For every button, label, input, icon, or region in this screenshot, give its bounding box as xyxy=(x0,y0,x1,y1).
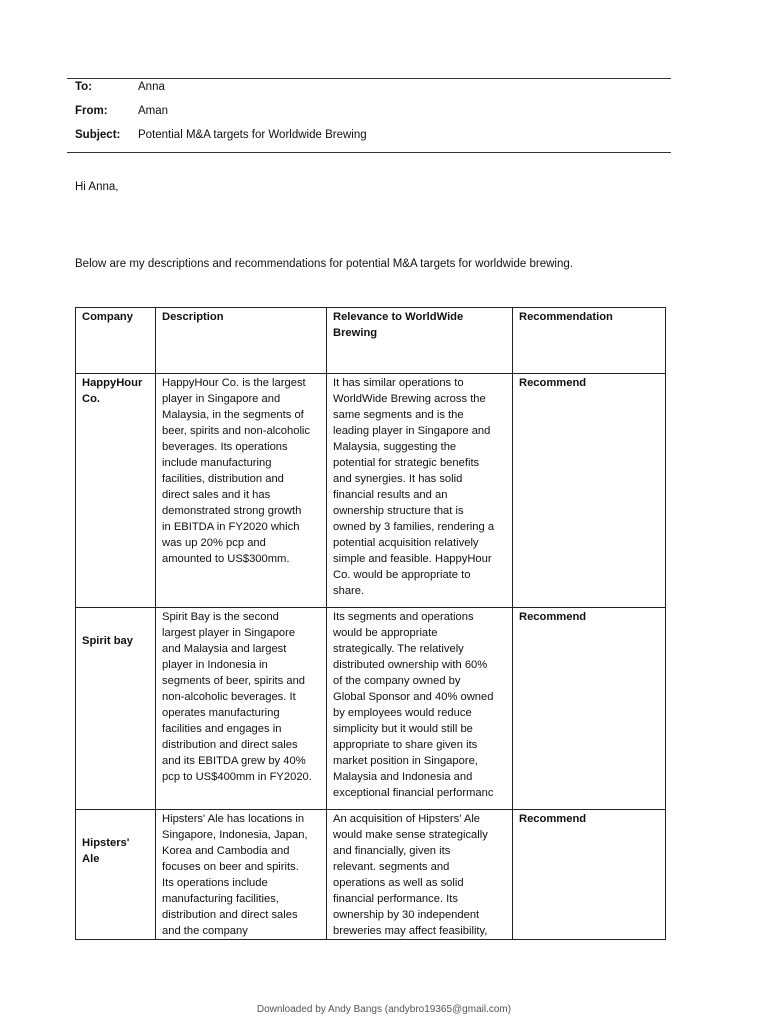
targets-table xyxy=(75,307,666,940)
cell-text-line: and synergies. It has solid xyxy=(333,473,463,485)
cell-text-line: breweries may affect feasibility, xyxy=(333,925,488,937)
cell-text-line: player in Singapore and xyxy=(162,393,281,405)
cell-text-line: Ale xyxy=(82,853,100,865)
cell-text-line: market position in Singapore, xyxy=(333,755,478,767)
company-name xyxy=(76,608,156,810)
cell-text-line: Korea and Cambodia and xyxy=(162,845,290,857)
download-footer: Downloaded by Andy Bangs (andybro19365@gmail.com) xyxy=(256,1004,512,1015)
cell-text-line: simple and feasible. HappyHour xyxy=(333,553,492,565)
header-description xyxy=(156,308,327,374)
cell-text-line: potential for strategic benefits xyxy=(333,457,480,469)
cell-text-line: Description xyxy=(162,311,224,323)
greeting: Hi Anna, xyxy=(75,181,119,193)
cell-text-line: relevant. segments and xyxy=(333,861,450,873)
cell-text-line: largest player in Singapore xyxy=(162,627,296,639)
company-recommendation: Recommend xyxy=(513,810,666,940)
cell-text-line: Its operations include xyxy=(162,877,268,889)
cell-text-line: of the company owned by xyxy=(333,675,461,687)
cell-text-line: owned by 3 families, rendering a xyxy=(333,521,495,533)
cell-text-line: simplicity but it would still be xyxy=(333,723,473,735)
table-row xyxy=(76,810,666,940)
cell-text-line: financial performance. Its xyxy=(333,893,458,905)
cell-text-line: Spirit bay xyxy=(82,635,133,647)
cell-text-line: distributed ownership with 60% xyxy=(333,659,488,671)
company-description xyxy=(156,374,327,608)
cell-text-line: strategically. The relatively xyxy=(333,643,464,655)
cell-text-line: segments of beer, spirits and xyxy=(162,675,306,687)
cell-text-line: pcp to US$400mm in FY2020. xyxy=(162,771,312,783)
company-relevance xyxy=(327,608,513,810)
cell-text-line: exceptional financial performanc xyxy=(333,787,494,799)
cell-text-line: Relevance to WorldWide xyxy=(333,311,464,323)
header-relevance xyxy=(327,308,513,374)
cell-text-line: facilities, distribution and xyxy=(162,473,284,485)
cell-text-line: demonstrated strong growth xyxy=(162,505,302,517)
cell-text-line: direct sales and it has xyxy=(162,489,271,501)
cell-text-line: HappyHour Co. is the largest xyxy=(162,377,306,389)
cell-text-line: Malaysia and Indonesia and xyxy=(333,771,473,783)
cell-text-line: Hipsters' xyxy=(82,837,130,849)
cell-text-line: financial results and an xyxy=(333,489,448,501)
table-row xyxy=(76,608,666,810)
company-name xyxy=(76,374,156,608)
cell-text-line: would make sense strategically xyxy=(333,829,488,841)
subject-label: Subject: xyxy=(75,129,121,141)
company-name xyxy=(76,810,156,940)
cell-text-line: Co. would be appropriate to xyxy=(333,569,471,581)
cell-text-line: distribution and direct sales xyxy=(162,909,298,921)
cell-text-line: Company xyxy=(82,311,133,323)
cell-text-line: focuses on beer and spirits. xyxy=(162,861,299,873)
cell-text-line: and Malaysia and largest xyxy=(162,643,287,655)
header-top-rule xyxy=(67,78,671,79)
cell-text-line: Co. xyxy=(82,393,101,405)
cell-text-line: by employees would reduce xyxy=(333,707,472,719)
cell-text-line: non-alcoholic beverages. It xyxy=(162,691,296,703)
cell-text-line: Brewing xyxy=(333,327,378,339)
cell-text-line: distribution and direct sales xyxy=(162,739,298,751)
cell-text-line: An acquisition of Hipsters' Ale xyxy=(333,813,481,825)
subject-value: Potential M&A targets for Worldwide Brewing xyxy=(138,129,367,141)
cell-text-line: ownership structure that is xyxy=(333,505,464,517)
cell-text-line: Hipsters' Ale has locations in xyxy=(162,813,305,825)
cell-text-line: facilities and engages in xyxy=(162,723,282,735)
cell-text-line: operations as well as solid xyxy=(333,877,464,889)
cell-text-line: would be appropriate xyxy=(333,627,438,639)
table-row xyxy=(76,374,666,608)
cell-text-line: beverages. Its operations xyxy=(162,441,288,453)
company-description xyxy=(156,810,327,940)
cell-text-line: in EBITDA in FY2020 which xyxy=(162,521,300,533)
cell-text-line: appropriate to share given its xyxy=(333,739,478,751)
cell-text-line: manufacturing facilities, xyxy=(162,893,279,905)
cell-text-line: operates manufacturing xyxy=(162,707,280,719)
cell-text-line: Malaysia, in the segments of xyxy=(162,409,304,421)
company-description xyxy=(156,608,327,810)
cell-text-line: share. xyxy=(333,585,365,597)
cell-text-line: and the company xyxy=(162,925,248,937)
header-company xyxy=(76,308,156,374)
company-relevance xyxy=(327,810,513,940)
cell-text-line: Malaysia, suggesting the xyxy=(333,441,457,453)
to-label: To: xyxy=(75,81,93,93)
cell-text-line: ownership by 30 independent xyxy=(333,909,480,921)
header-recommendation xyxy=(513,308,666,374)
cell-text-line: potential acquisition relatively xyxy=(333,537,479,549)
cell-text-line: leading player in Singapore and xyxy=(333,425,491,437)
cell-text-line: was up 20% pcp and xyxy=(162,537,266,549)
cell-text-line: It has similar operations to xyxy=(333,377,464,389)
cell-text-line: and its EBITDA grew by 40% xyxy=(162,755,306,767)
cell-text-line: player in Indonesia in xyxy=(162,659,268,671)
cell-text-line: Global Sponsor and 40% owned xyxy=(333,691,494,703)
cell-text-line: include manufacturing xyxy=(162,457,272,469)
cell-text-line: and financially, given its xyxy=(333,845,451,857)
company-recommendation: Recommend xyxy=(513,374,666,608)
from-value: Aman xyxy=(138,105,169,117)
cell-text-line: Its segments and operations xyxy=(333,611,474,623)
cell-text-line: Singapore, Indonesia, Japan, xyxy=(162,829,308,841)
cell-text-line: Recommendation xyxy=(519,311,613,323)
cell-text-line: beer, spirits and non-alcoholic xyxy=(162,425,311,437)
table-header-row xyxy=(76,308,666,374)
from-label: From: xyxy=(75,105,108,117)
to-value: Anna xyxy=(138,81,165,93)
cell-text-line: WorldWide Brewing across the xyxy=(333,393,486,405)
cell-text-line: same segments and is the xyxy=(333,409,464,421)
cell-text-line: amounted to US$300mm. xyxy=(162,553,290,565)
header-bottom-rule xyxy=(67,152,671,153)
company-recommendation: Recommend xyxy=(513,608,666,810)
intro-paragraph: Below are my descriptions and recommendations for potential M&A targets for worldwide brewing. xyxy=(75,258,573,270)
cell-text-line: Spirit Bay is the second xyxy=(162,611,279,623)
company-relevance xyxy=(327,374,513,608)
cell-text-line: HappyHour xyxy=(82,377,143,389)
